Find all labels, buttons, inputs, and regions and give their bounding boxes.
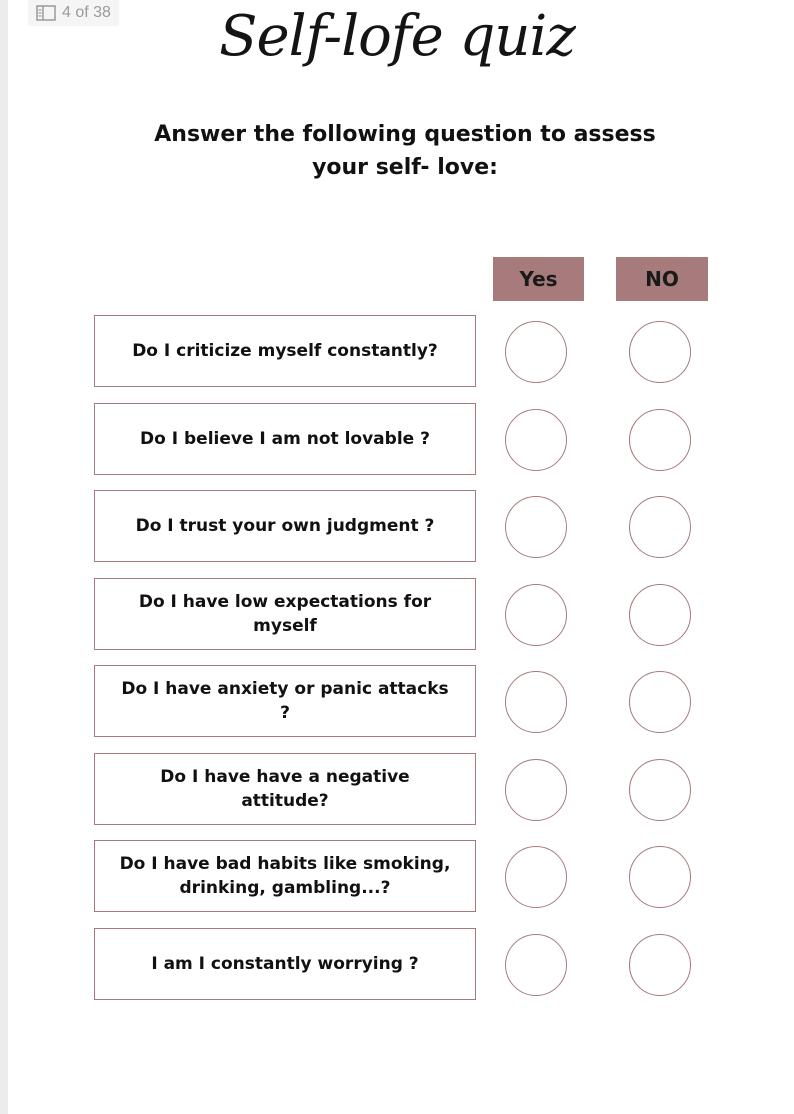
yes-column-header: Yes <box>493 257 584 301</box>
yes-answer-circle[interactable] <box>505 496 567 558</box>
yes-answer-circle[interactable] <box>505 759 567 821</box>
no-answer-circle[interactable] <box>629 584 691 646</box>
question-row <box>0 315 794 389</box>
yes-answer-circle[interactable] <box>505 584 567 646</box>
yes-answer-circle[interactable] <box>505 846 567 908</box>
question-text: Do I have bad habits like smoking, drinking, gambling...? <box>119 854 451 898</box>
no-answer-circle[interactable] <box>629 496 691 558</box>
page-indicator-text: 4 of 38 <box>62 4 111 21</box>
yes-answer-circle[interactable] <box>505 671 567 733</box>
question-box <box>94 578 476 650</box>
no-answer-circle[interactable] <box>629 934 691 996</box>
question-row <box>0 490 794 564</box>
question-box <box>94 840 476 912</box>
quiz-instructions: Answer the following question to assess your self- love: <box>154 122 656 180</box>
question-box <box>94 403 476 475</box>
question-text: Do I have low expectations for myself <box>138 592 432 636</box>
question-row <box>0 403 794 477</box>
question-box <box>94 315 476 387</box>
no-answer-circle[interactable] <box>629 409 691 471</box>
no-answer-circle[interactable] <box>629 759 691 821</box>
question-row <box>0 578 794 652</box>
no-answer-circle[interactable] <box>629 846 691 908</box>
no-column-header: NO <box>616 257 708 301</box>
question-row <box>0 753 794 827</box>
question-box <box>94 490 476 562</box>
yes-answer-circle[interactable] <box>505 409 567 471</box>
yes-answer-circle[interactable] <box>505 934 567 996</box>
question-text: Do I criticize myself constantly? <box>132 341 438 361</box>
question-text: Do I have anxiety or panic attacks ? <box>121 679 449 723</box>
question-text: I am I constantly worrying ? <box>151 954 419 974</box>
question-box <box>94 753 476 825</box>
question-row <box>0 665 794 739</box>
question-row <box>0 840 794 914</box>
question-text: Do I trust your own judgment ? <box>135 516 435 536</box>
question-box <box>94 928 476 1000</box>
no-answer-circle[interactable] <box>629 321 691 383</box>
no-answer-circle[interactable] <box>629 671 691 733</box>
question-box <box>94 665 476 737</box>
page-title: Self-lofe quiz <box>219 4 575 69</box>
question-text: Do I have have a negative attitude? <box>160 767 410 811</box>
yes-answer-circle[interactable] <box>505 321 567 383</box>
question-text: Do I believe I am not lovable ? <box>140 429 430 449</box>
question-row <box>0 928 794 1002</box>
